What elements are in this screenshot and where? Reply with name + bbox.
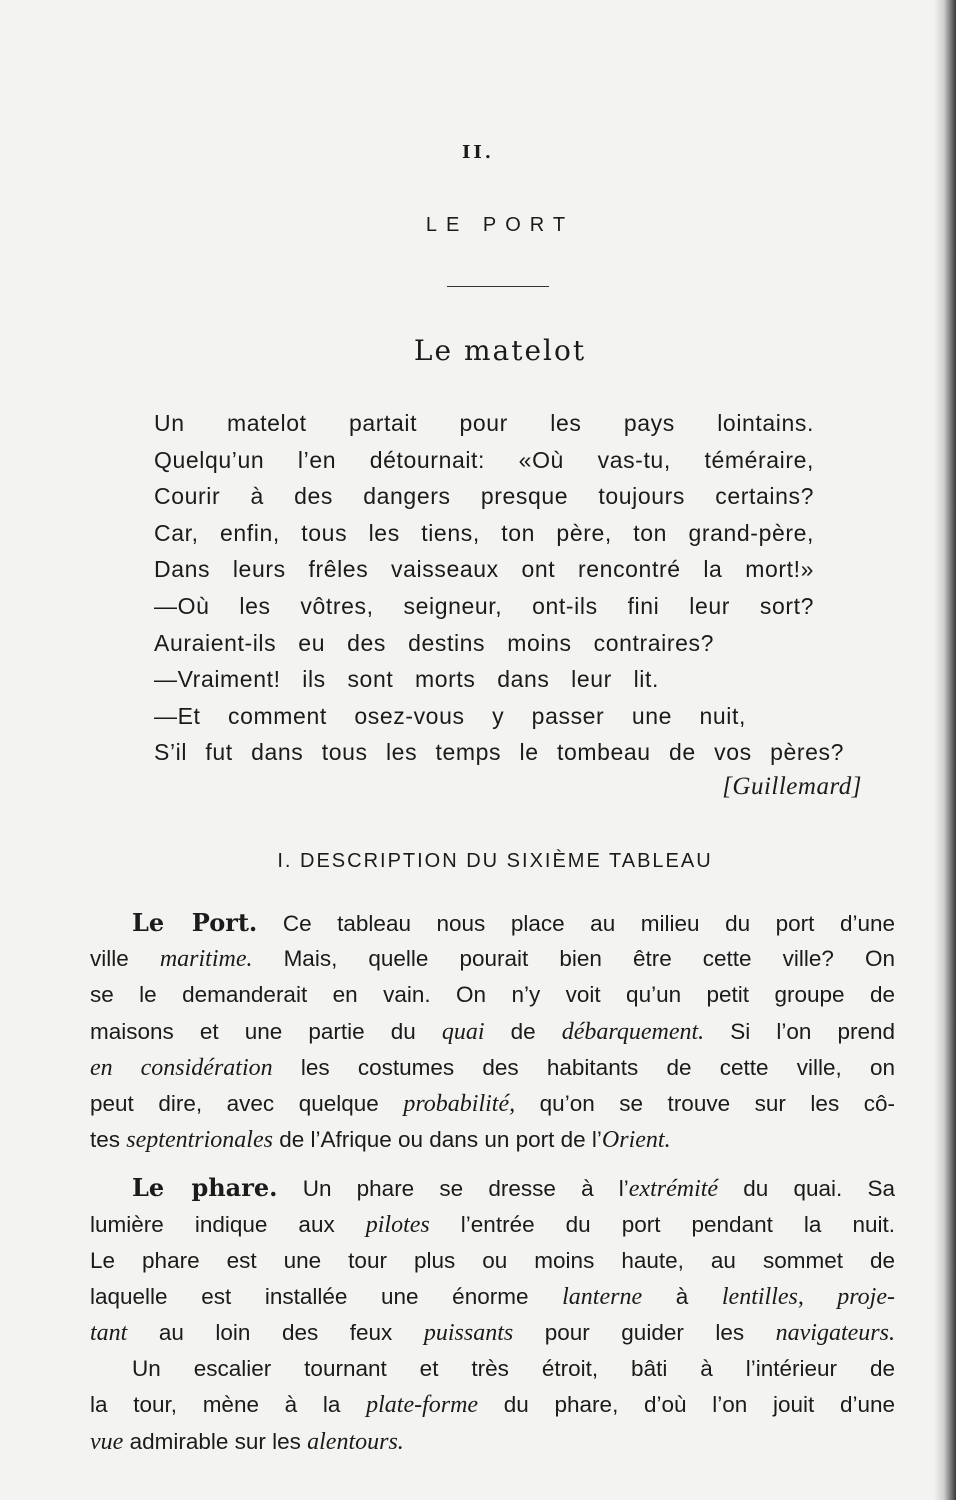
- text-line: en considération les costumes des habitants de cette ville, on: [90, 1054, 895, 1081]
- poem-attribution: [Guillemard]: [722, 773, 862, 800]
- text-line: Le phare est une tour plus ou moins haute, au sommet de: [90, 1247, 895, 1273]
- poem-line: Un matelot partait pour les pays lointains.: [154, 410, 814, 436]
- text-line: se le demanderait en vain. On n’y voit qu’un petit groupe de: [90, 982, 895, 1008]
- poem-line: Courir à des dangers presque toujours certains?: [154, 483, 814, 510]
- poem-title: Le matelot: [413, 334, 587, 367]
- text-line: tes septentrionales de l’Afrique ou dans un port de l’Orient.: [90, 1127, 671, 1154]
- text-line: lumière indique aux pilotes l’entrée du port pendant la nuit.: [90, 1211, 895, 1238]
- poem-line: —Et comment osez-vous y passer une nuit,: [154, 702, 746, 729]
- poem-line: S’il fut dans tous les temps le tombeau de vos pères?: [154, 739, 844, 766]
- text-line: tant au loin des feux puissants pour guider les navigateurs.: [90, 1320, 895, 1347]
- text-line: vue admirable sur les alentours.: [90, 1428, 404, 1455]
- poem-line: Quelqu’un l’en détournait: «Où vas-tu, téméraire,: [154, 446, 814, 473]
- text-line: peut dire, avec quelque probabilité, qu’on se trouve sur les cô-: [90, 1090, 895, 1117]
- poem-line: —Où les vôtres, seigneur, ont-ils fini leur sort?: [154, 592, 814, 619]
- title-divider: [447, 286, 549, 287]
- poem-line: Dans leurs frêles vaisseaux ont rencontré la mort!»: [154, 556, 814, 583]
- text-line: Un escalier tournant et très étroit, bâti à l’intérieur de: [132, 1356, 895, 1382]
- text-line: maisons et une partie du quai de débarquement. Si l’on prend: [90, 1018, 895, 1045]
- text-line: la tour, mène à la plate-forme du phare, d’où l’on jouit d’une: [90, 1392, 895, 1419]
- chapter-title: LE PORT: [425, 214, 575, 236]
- text-line: ville maritime. Mais, quelle pourait bien être cette ville? On: [90, 946, 895, 973]
- section-body: [90, 905, 895, 1460]
- poem-body: [154, 405, 844, 771]
- poem-line: Auraient-ils eu des destins moins contraires?: [154, 629, 714, 656]
- text-line: Le phare. Un phare se dresse à l’extrémité du quai. Sa: [132, 1173, 895, 1203]
- paragraph-lead: Le Port.: [132, 908, 258, 937]
- chapter-number: II.: [461, 142, 495, 163]
- paragraph-gap: [90, 1158, 895, 1170]
- poem-line: —Vraiment! ils sont morts dans leur lit.: [154, 666, 659, 693]
- paragraph-lead: Le phare.: [132, 1173, 278, 1203]
- section-heading: I. DESCRIPTION DU SIXIÈME TABLEAU: [277, 850, 713, 872]
- text-line: laquelle est installée une énorme lanterne à lentilles, proje-: [90, 1283, 895, 1310]
- poem-line: Car, enfin, tous les tiens, ton père, ton grand-père,: [154, 519, 814, 546]
- text-line: Le Port. Ce tableau nous place au milieu du port d’une: [132, 908, 895, 937]
